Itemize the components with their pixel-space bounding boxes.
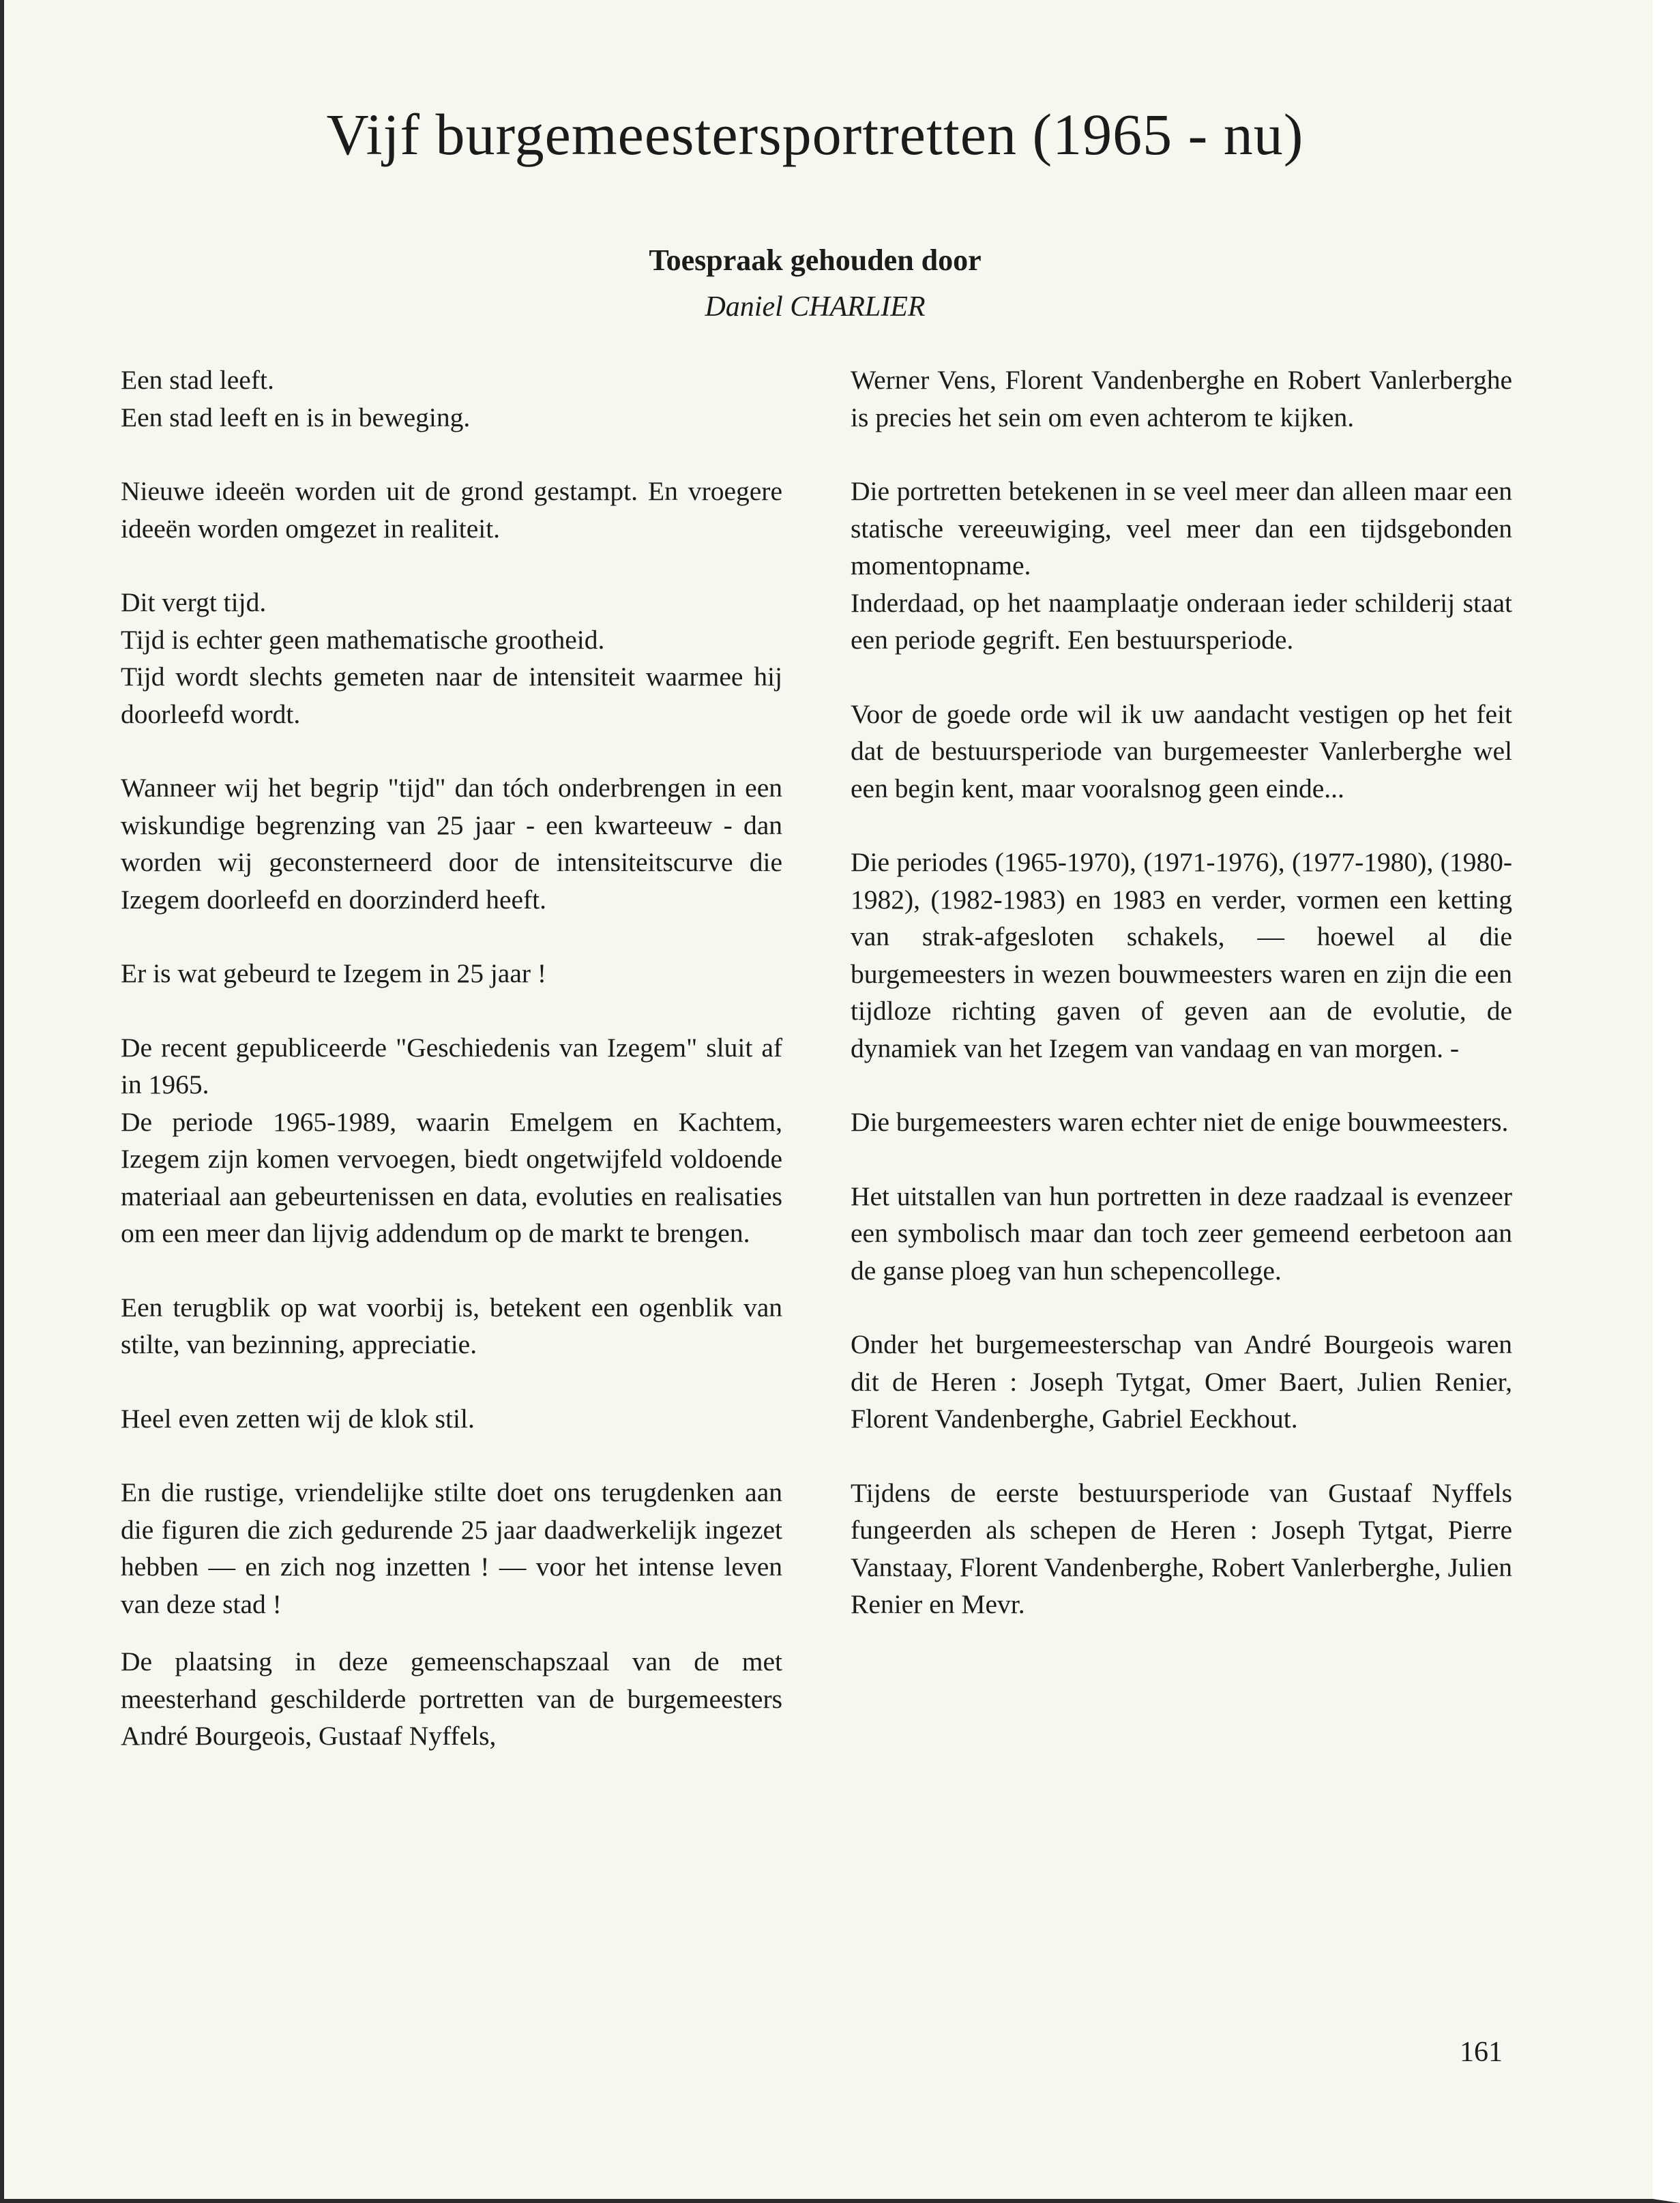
paragraph — [851, 473, 1512, 659]
paragraph — [121, 1029, 782, 1252]
paragraph-line: De recent gepubliceerde "Geschiedenis van Izegem" sluit af in 1965. — [121, 1032, 782, 1099]
paragraph-line: Werner Vens, Florent Vandenberghe en Robert Vanlerberghe is precies het sein om even achterom te kijken. — [851, 365, 1512, 432]
paragraph — [121, 473, 782, 547]
paragraph — [851, 844, 1512, 1067]
paragraph-line: Een terugblik op wat voorbij is, betekent een ogenblik van stilte, van bezinning, appreciatie. — [121, 1292, 782, 1359]
paragraph — [121, 584, 782, 733]
page-number: 161 — [1460, 2037, 1503, 2068]
paragraph-line: Die burgemeesters waren echter niet de enige bouwmeesters. — [851, 1107, 1509, 1137]
paragraph-line: Tijd is echter geen mathematische grootheid. — [121, 624, 605, 655]
page-title: Vijf burgemeestersportretten (1965 - nu) — [326, 102, 1304, 167]
paragraph — [121, 361, 782, 436]
paragraph-line: De plaatsing in deze gemeenschapszaal van de met meesterhand geschilderde portretten van de burgemeesters André Bourgeois, Gustaaf Nyffels, — [121, 1646, 782, 1751]
paragraph-line: Die periodes (1965-1970), (1971-1976), (1977-1980), (1980-1982), (1982-1983) en 1983 en verder, vormen een ketting van strak-afgesloten schakels, — hoewel al die burgemeesters in wezen bouwmeesters waren en zijn die een tijdloze richting gaven of geven aan de evolutie, de dynamiek van het Izegem van vandaag en van morgen. - — [851, 847, 1512, 1063]
paragraph-line: Die portretten betekenen in se veel meer dan alleen maar een statische vereeuwiging, veel meer dan een tijdsgebonden momentopname. — [851, 476, 1512, 580]
paragraph — [121, 769, 782, 918]
paragraph — [121, 1400, 782, 1438]
paragraph-line: En die rustige, vriendelijke stilte doet ons terugdenken aan die figuren die zich gedurende 25 jaar daadwerkelijk ingezet hebben — en zich nog inzetten ! — voor het intense leven van deze stad ! — [121, 1477, 782, 1619]
paragraph-line: Dit vergt tijd. — [121, 587, 267, 617]
byline — [0, 240, 1630, 327]
paragraph — [121, 1289, 782, 1363]
paragraph-line: Heel even zetten wij de klok stil. — [121, 1403, 475, 1434]
paragraph-line: Een stad leeft en is in beweging. — [121, 402, 471, 432]
paragraph-line: Tijdens de eerste bestuursperiode van Gustaaf Nyffels fungeerden als schepen de Heren : Joseph Tytgat, Pierre Vanstaay, Florent Vandenberghe, Robert Vanlerberghe, Julien Renier en Mevr. — [851, 1477, 1512, 1619]
paragraph-line: Een stad leeft. — [121, 365, 274, 395]
paragraph — [851, 1178, 1512, 1290]
paragraph-line: Tijd wordt slechts gemeten naar de intensiteit waarmee hij doorleefd wordt. — [121, 662, 782, 729]
paragraph-line: Er is wat gebeurd te Izegem in 25 jaar ! — [121, 958, 547, 988]
author-name: Daniel CHARLIER — [705, 291, 926, 323]
paragraph — [121, 1643, 782, 1755]
paragraph-line: Onder het burgemeesterschap van André Bourgeois waren dit de Heren : Joseph Tytgat, Omer Baert, Julien Renier, Florent Vandenberghe, Gabriel Eeckhout. — [851, 1329, 1512, 1434]
paragraph — [851, 1475, 1512, 1623]
paragraph-line: Wanneer wij het begrip "tijd" dan tóch onderbrengen in een wiskundige begrenzing van 25 jaar - een kwarteeuw - dan worden wij geconsterneerd door de intensiteitscurve die Izegem doorleefd en doorzinderd heeft. — [121, 773, 782, 915]
subtitle: Toespraak gehouden door — [649, 243, 982, 277]
paragraph-line: De periode 1965-1989, waarin Emelgem en Kachtem, Izegem zijn komen vervoegen, biedt ongetwijfeld voldoende materiaal aan gebeurtenissen en data, evoluties en realisaties om een meer dan lijvig addendum op de markt te brengen. — [121, 1106, 782, 1248]
paragraph — [121, 955, 782, 992]
left-column — [121, 361, 782, 1792]
right-column — [851, 361, 1512, 1660]
paragraph-line: Inderdaad, op het naamplaatje onderaan ieder schilderij staat een periode gegrift. Een bestuursperiode. — [851, 587, 1512, 655]
paragraph — [851, 696, 1512, 808]
paragraph-line: Voor de goede orde wil ik uw aandacht vestigen op het feit dat de bestuursperiode van burgemeester Vanlerberghe wel een begin kent, maar vooralsnog geen einde... — [851, 698, 1512, 803]
paragraph-line: Nieuwe ideeën worden uit de grond gestampt. En vroegere ideeën worden omgezet in realiteit. — [121, 476, 782, 544]
paragraph — [851, 1326, 1512, 1438]
paragraph — [851, 1104, 1512, 1141]
paragraph — [121, 1474, 782, 1623]
paragraph — [851, 361, 1512, 436]
paragraph-line: Het uitstallen van hun portretten in deze raadzaal is evenzeer een symbolisch maar dan toch zeer gemeend eerbetoon aan de ganse ploeg van hun schepencollege. — [851, 1181, 1512, 1286]
